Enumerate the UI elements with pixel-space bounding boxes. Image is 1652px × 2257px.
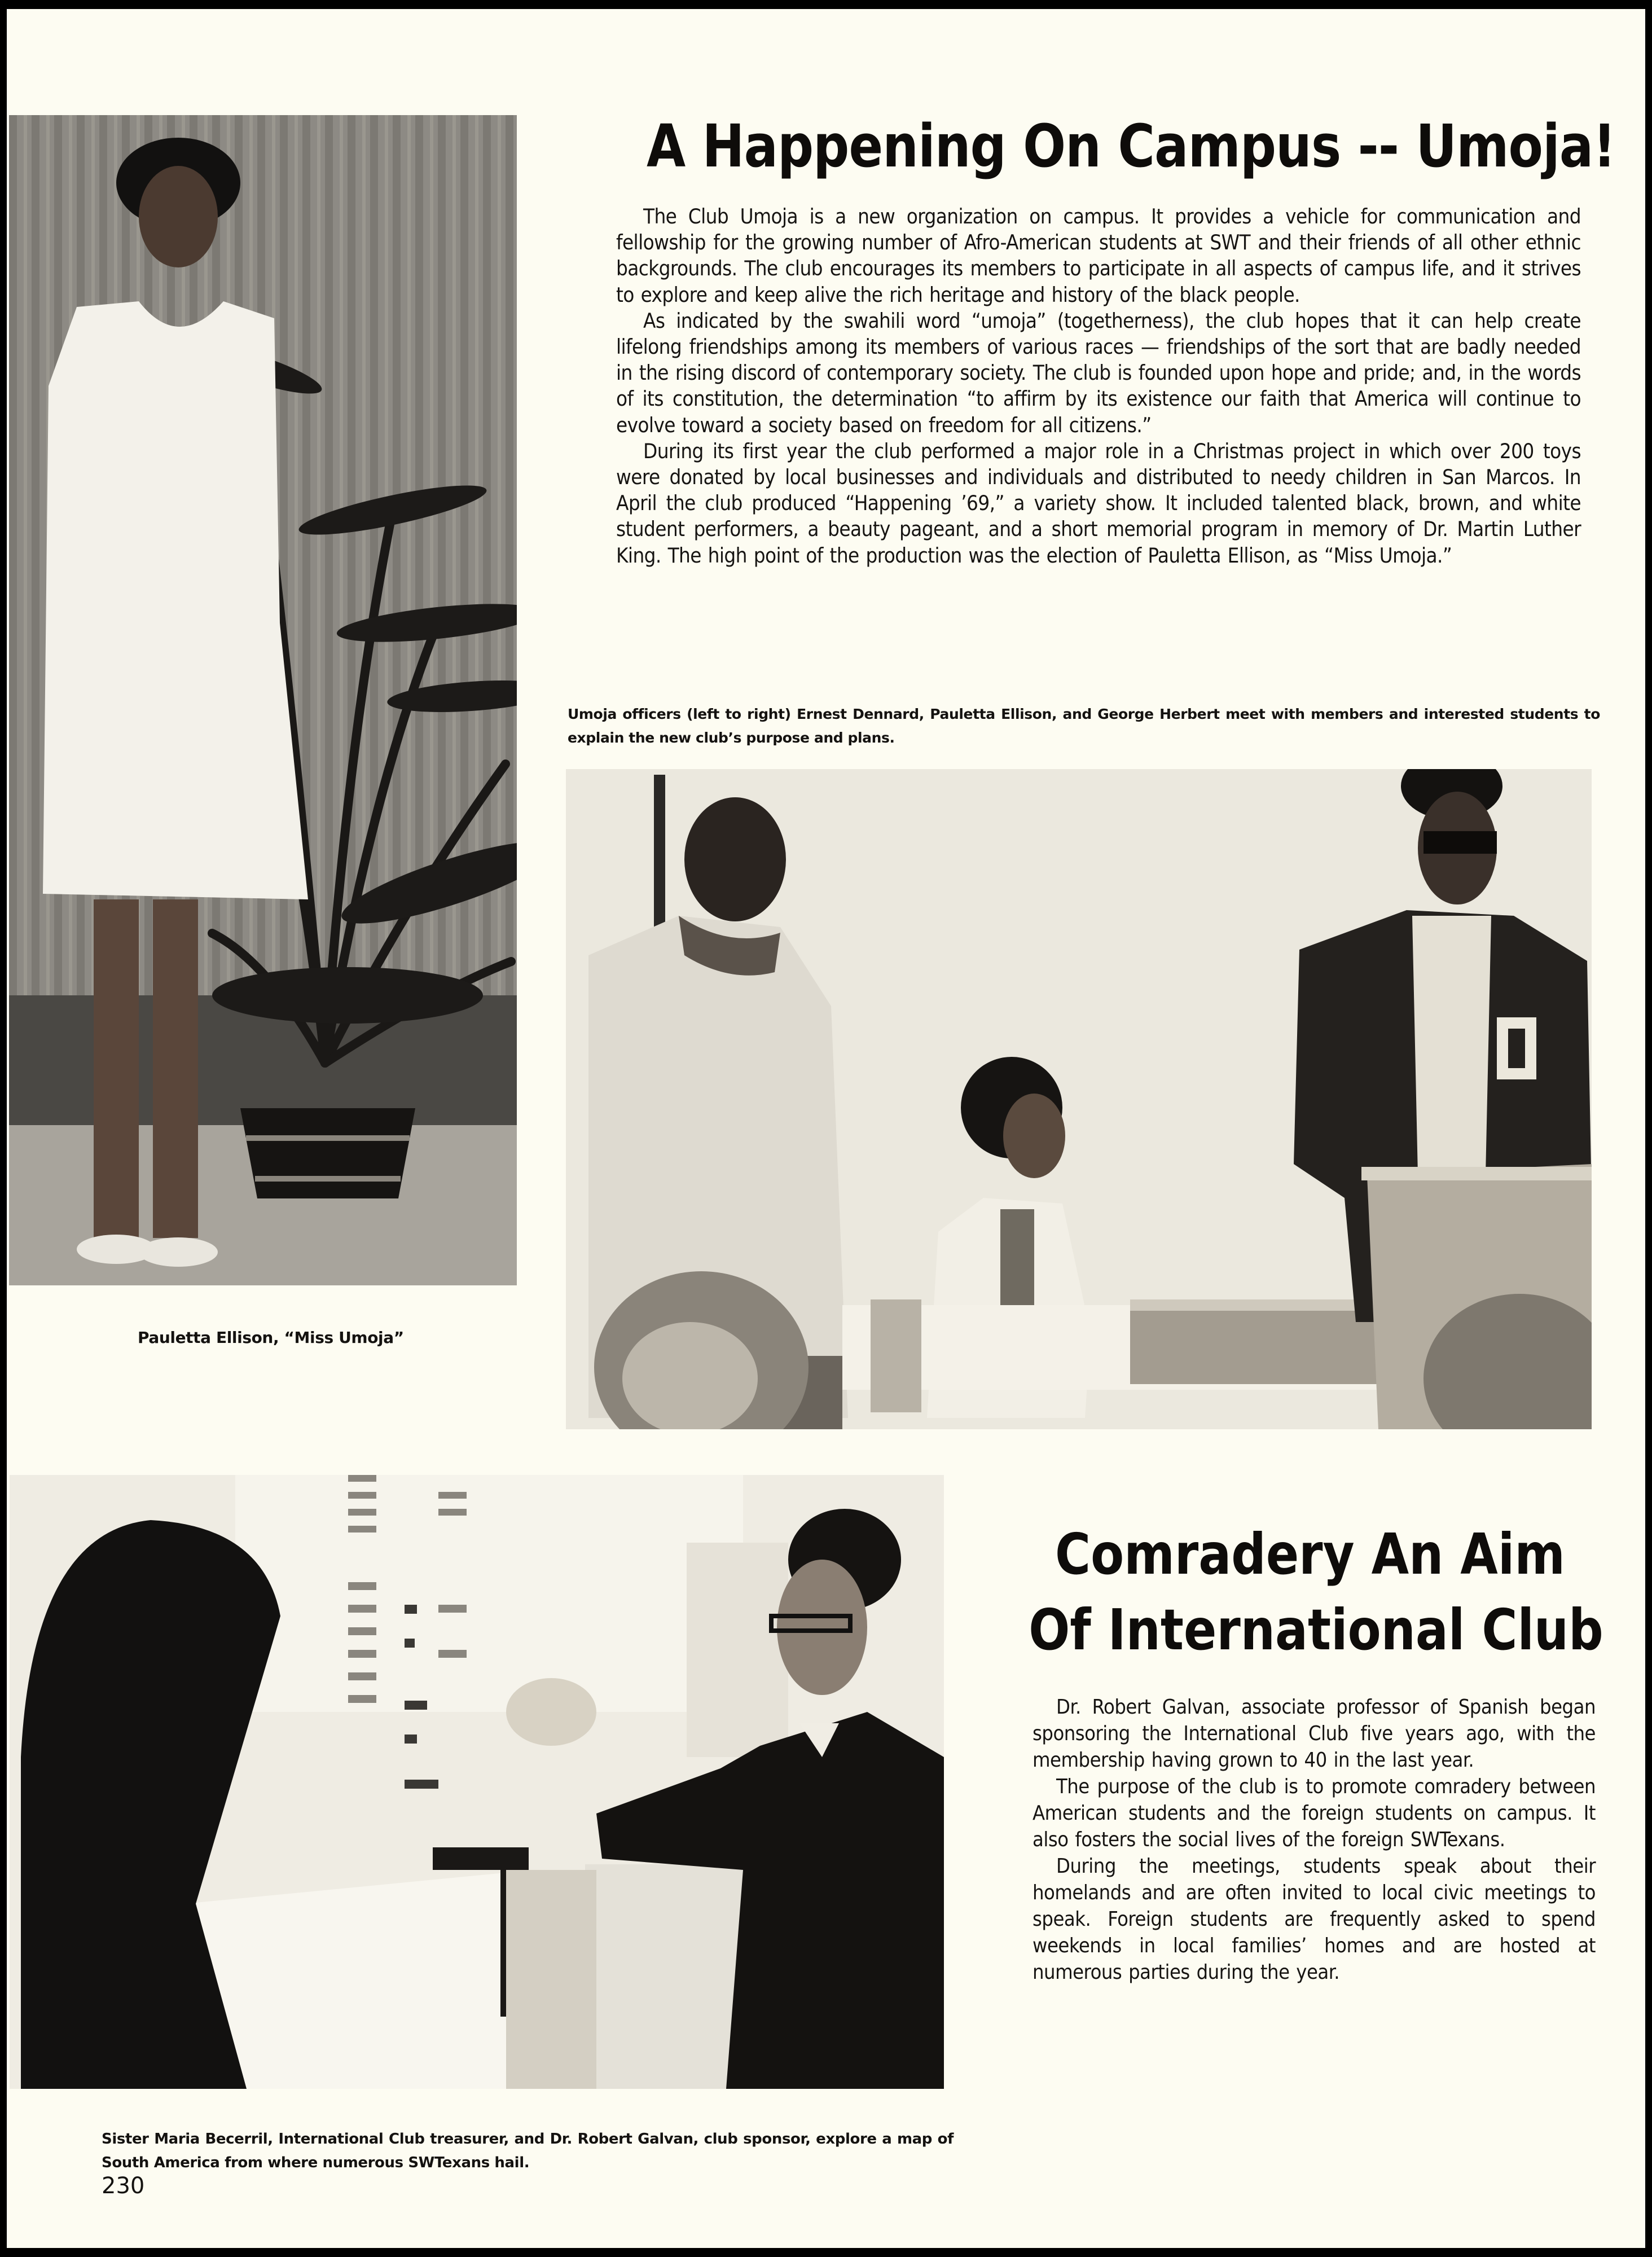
international-club-photo-caption: Sister Maria Becerril, International Club treasurer, and Dr. Robert Galvan, club sponsor, explore a map of South America from where numerous SWTexans hail.: [102, 2131, 954, 2171]
umoja-article: [616, 204, 1581, 569]
yearbook-page: [7, 9, 1645, 2248]
page-number: 230: [102, 2173, 145, 2199]
international-club-paragraph: The purpose of the club is to promote comradery between American students and the foreign students on campus. It also fosters the social lives of the foreign SWTexans.: [1032, 1775, 1596, 1851]
international-club-paragraph: Dr. Robert Galvan, associate professor of Spanish began sponsoring the International Club five years ago, with the membership having grown to 40 in the last year.: [1032, 1696, 1596, 1772]
umoja-headline: A Happening On Campus -- Umoja!: [647, 112, 1616, 181]
miss-umoja-caption: Pauletta Ellison, “Miss Umoja”: [138, 1328, 404, 1347]
photo-international-club: [10, 1475, 944, 2089]
international-club-paragraph: During the meetings, students speak about their homelands and are often invited to local civic meetings to speak. Foreign students are frequently asked to spend weekends in local families’ homes and are hosted at numerous parties during the year.: [1032, 1855, 1596, 1984]
umoja-paragraph: During its first year the club performed a major role in a Christmas project in which over 200 toys were donated by local businesses and individuals and distributed to needy children in San Marcos. In April the club produced “Happening ’69,” a variety show. It included talented black, brown, and white student performers, a beauty pageant, and a short memorial program in memory of Dr. Martin Luther King. The high point of the production was the election of Pauletta Ellison, as “Miss Umoja.”: [616, 438, 1581, 568]
international-club-article: [1032, 1694, 1596, 1986]
international-club-headline-line1: Comradery An Aim: [1055, 1521, 1565, 1587]
umoja-paragraph: As indicated by the swahili word “umoja” (togetherness), the club hopes that it can help create lifelong friendships among its members of various races — friendships of the sort that are badly needed in the rising discord of contemporary society. The club is founded upon hope and pride; and, in the words of its constitution, the determination “to affirm by its existence our faith that America will continue to evolve toward a society based on freedom for all citizens.”: [616, 308, 1581, 437]
international-club-headline-line2: Of International Club: [1029, 1597, 1603, 1663]
officers-photo-caption: Umoja officers (left to right) Ernest Dennard, Pauletta Ellison, and George Herbert meet with members and interested students to explain the new club’s purpose and plans.: [568, 706, 1600, 746]
photo-umoja-officers: [566, 769, 1592, 1429]
photo-miss-umoja-image: [9, 115, 517, 1285]
photo-umoja-officers-image: [566, 769, 1592, 1429]
photo-miss-umoja: [9, 115, 517, 1285]
photo-international-club-image: [10, 1475, 944, 2089]
umoja-paragraph: The Club Umoja is a new organization on campus. It provides a vehicle for communication and fellowship for the growing number of Afro-American students at SWT and their friends of all other ethnic backgrounds. The club encourages its members to participate in all aspects of campus life, and it strives to explore and keep alive the rich heritage and history of the black people.: [616, 204, 1581, 307]
